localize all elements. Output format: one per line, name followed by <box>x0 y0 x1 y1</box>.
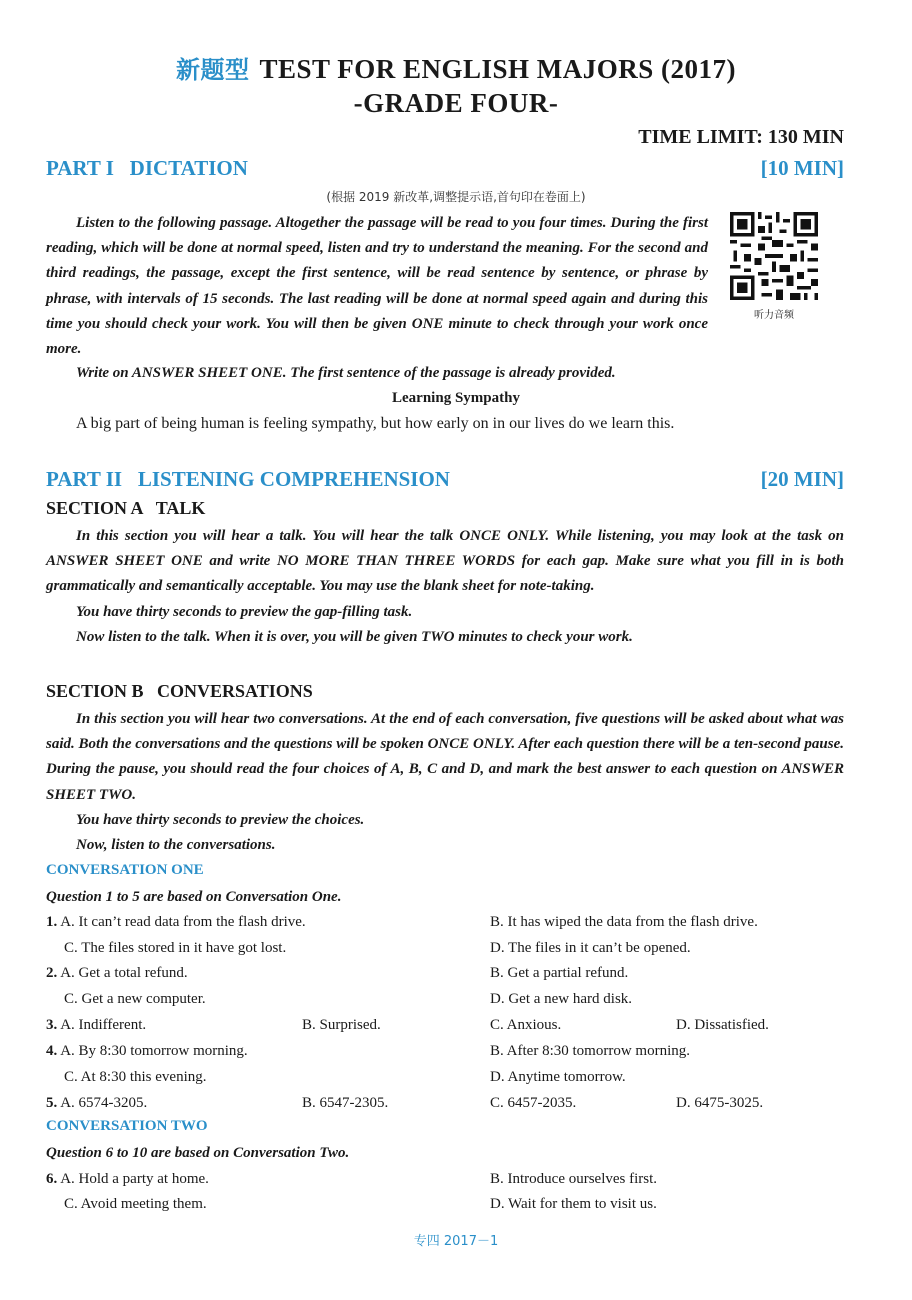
question-1-option-a[interactable] <box>46 914 306 931</box>
section-a-listen: Now listen to the talk. When it is over, you will be given TWO minutes to check your work. <box>76 629 633 645</box>
question-6-option-c[interactable]: C. Avoid meeting them. <box>64 1196 207 1212</box>
part1-title: PART I DICTATION <box>46 156 248 180</box>
question-1-option-b[interactable]: B. It has wiped the data from the flash drive. <box>490 914 758 930</box>
question-3-option-a[interactable] <box>46 1017 146 1034</box>
question-5-option-d[interactable]: D. 6475-3025. <box>676 1095 764 1111</box>
conversation-one-intro: Question 1 to 5 are based on Conversation One. <box>46 889 342 905</box>
exam-subtitle: -GRADE FOUR- <box>353 88 559 118</box>
question-number: 1. <box>46 914 58 930</box>
question-number: 6. <box>46 1171 58 1187</box>
title-chinese-tag: 新题型 <box>175 56 250 84</box>
question-4-option-c[interactable]: C. At 8:30 this evening. <box>64 1069 207 1085</box>
option-text: A. It can’t read data from the flash drive. <box>60 914 306 930</box>
part2-title: PART II LISTENING COMPREHENSION <box>46 467 450 491</box>
section-b-preview: You have thirty seconds to preview the choices. <box>76 812 365 828</box>
question-6-option-d[interactable]: D. Wait for them to visit us. <box>490 1196 657 1212</box>
section-b-title: SECTION B CONVERSATIONS <box>46 681 313 701</box>
section-b-instructions: In this section you will hear two conversations. At the end of each conversation, five questions will be asked about what was said. Both the conversations and the questions will be spoken ONCE ONLY. After each question there will be a ten-second pause. During the pause, you should read the four choices of A, B, C and D, and mark the best answer to each question on ANSWER SHEET TWO. <box>46 711 844 803</box>
option-text: A. 6574-3205. <box>60 1095 148 1111</box>
conversation-two-intro: Question 6 to 10 are based on Conversation Two. <box>46 1145 350 1161</box>
part1-note: (根据 2019 新改革,调整提示语,首句印在卷面上) <box>326 190 586 204</box>
question-4-option-b[interactable]: B. After 8:30 tomorrow morning. <box>490 1043 690 1059</box>
section-a-title: SECTION A TALK <box>46 498 206 518</box>
question-3-option-c[interactable]: C. Anxious. <box>490 1017 562 1033</box>
option-text: A. Indifferent. <box>60 1017 147 1033</box>
passage-first-sentence: A big part of being human is feeling sympathy, but how early on in our lives do we learn this. <box>76 415 675 432</box>
qr-code-icon[interactable] <box>730 212 818 300</box>
part2-time: [20 MIN] <box>760 467 844 491</box>
question-4-option-d[interactable]: D. Anytime tomorrow. <box>490 1069 626 1085</box>
question-2-option-a[interactable] <box>46 965 188 982</box>
part2-heading <box>46 467 844 492</box>
question-1-option-c[interactable]: C. The files stored in it have got lost. <box>64 940 287 956</box>
option-text: A. Get a total refund. <box>60 965 188 981</box>
dictation-instructions: Listen to the following passage. Altogether the passage will be read to you four times. During the first reading, which will be done at normal speed, listen and try to understand the meaning. For the second and third readings, the passage, except the first sentence, will be read sentence by sentence, or phrase by phrase, with intervals of 15 seconds. The last reading will be done at normal speed again and during this time you should check your work. You will then be given ONE minute to check through your work once more. <box>46 215 708 358</box>
qr-label: 听力音频 <box>754 310 794 321</box>
part1-heading <box>46 156 844 181</box>
question-5-option-a[interactable] <box>46 1095 147 1112</box>
question-5-option-c[interactable]: C. 6457-2035. <box>490 1095 577 1111</box>
time-limit: TIME LIMIT: 130 MIN <box>638 126 844 148</box>
question-2-option-b[interactable]: B. Get a partial refund. <box>490 965 629 981</box>
question-4-option-a[interactable] <box>46 1043 248 1060</box>
question-5-option-b[interactable]: B. 6547-2305. <box>302 1095 389 1111</box>
dictation-write-on: Write on ANSWER SHEET ONE. The first sentence of the passage is already provided. <box>76 365 616 381</box>
part1-time: [10 MIN] <box>760 156 844 180</box>
section-b-listen: Now, listen to the conversations. <box>76 837 276 853</box>
option-text: A. Hold a party at home. <box>60 1171 209 1187</box>
question-number: 2. <box>46 965 58 981</box>
option-text: A. By 8:30 tomorrow morning. <box>60 1043 248 1059</box>
question-3-option-d[interactable]: D. Dissatisfied. <box>676 1017 769 1033</box>
exam-title <box>0 50 912 85</box>
question-1-option-d[interactable]: D. The files in it can’t be opened. <box>490 940 691 956</box>
question-number: 5. <box>46 1095 58 1111</box>
question-6-option-b[interactable]: B. Introduce ourselves first. <box>490 1171 658 1187</box>
question-2-option-d[interactable]: D. Get a new hard disk. <box>490 991 633 1007</box>
conversation-two-title: CONVERSATION TWO <box>46 1118 208 1134</box>
section-a-instructions: In this section you will hear a talk. You will hear the talk ONCE ONLY. While listening, you may look at the task on ANSWER SHEET ONE and write NO MORE THAN THREE WORDS for each gap. Make sure what you fill in is both grammatically and semantically acceptable. You may use the blank sheet for note-taking. <box>46 528 844 595</box>
title-text: TEST FOR ENGLISH MAJORS (2017) <box>259 54 737 84</box>
question-number: 3. <box>46 1017 58 1033</box>
question-3-option-b[interactable]: B. Surprised. <box>302 1017 381 1033</box>
question-2-option-c[interactable]: C. Get a new computer. <box>64 991 206 1007</box>
question-number: 4. <box>46 1043 58 1059</box>
page-footer: 专四 2017－1 <box>413 1234 499 1249</box>
passage-title: Learning Sympathy <box>392 390 520 406</box>
question-6-option-a[interactable] <box>46 1171 209 1188</box>
section-a-preview: You have thirty seconds to preview the gap-filling task. <box>76 604 413 620</box>
conversation-one-title: CONVERSATION ONE <box>46 862 204 878</box>
